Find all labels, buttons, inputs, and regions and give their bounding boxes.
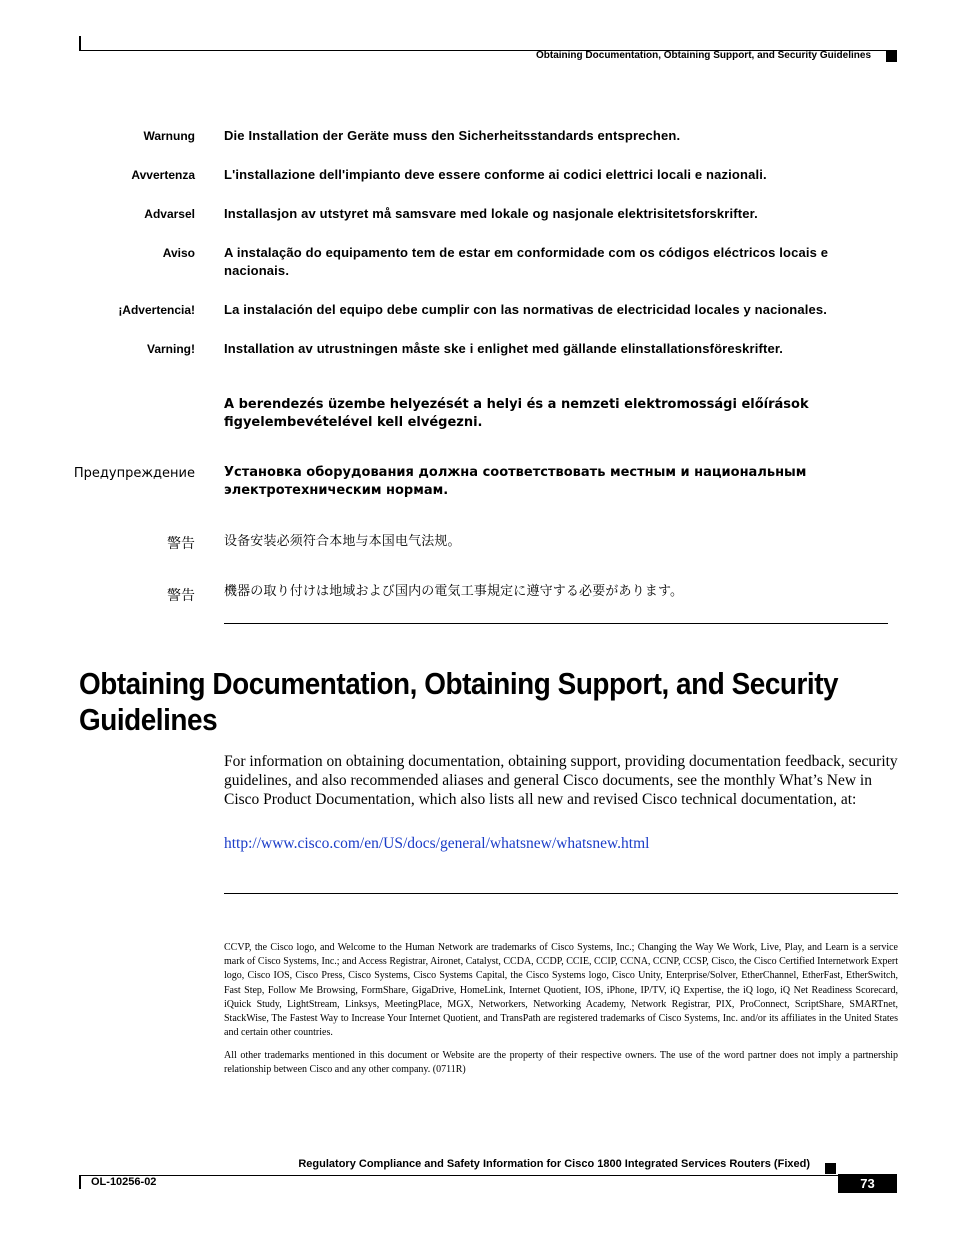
section-body: For information on obtaining documentation, obtaining support, providing documentation feedback, security guidelines, and also recommended aliases and general Cisco documents, see the monthly What’s New in Cisco Product Documentation, which also lists all new and revised Cisco technical documentation, at:	[224, 753, 898, 808]
warning-text-russian: Установка оборудования должна соответствовать местным и национальным электротехническим нормам.	[224, 465, 807, 498]
warning-end-rule	[224, 623, 888, 624]
trademark-notice: CCVP, the Cisco logo, and Welcome to the Human Network are trademarks of Cisco Systems, Inc.; Changing the Way We Work, Live, Play, and Learn is a service mark of Cisco Systems, Inc.; and Access Registrar, Aironet, Catalyst, CCDA, CCDP, CCIE, CCIP, CCNA, CCNP, CCSP, Cisco, the Cisco Certified Internetwork Expert logo, Cisco IOS, Cisco Press, Cisco Systems, Cisco Systems Capital, the Cisco Systems logo, Cisco Unity, Enterprise/Solver, EtherChannel, EtherFast, EtherSwitch, Fast Step, Follow Me Browsing, FormShare, GigaDrive, HomeLink, Internet Quotient, IOS, iPhone, IP/TV, iQ Expertise, the iQ logo, iQ Net Readiness Scorecard, iQuick Study, LightStream, Linksys, MeetingPlace, MGX, Networkers, Networking Academy, Network Registrar, PIX, ProConnect, ScriptShare, SMARTnet, StackWise, The Fastest Way to Increase Your Internet Quotient, and TransPath are registered trademarks of Cisco Systems, Inc. and/or its affiliates in the United States and certain other countries.	[224, 942, 898, 1039]
warning-label-japanese: 警告	[167, 588, 195, 604]
footer-rule-vertical	[79, 1175, 81, 1189]
warning-text-portuguese: A instalação do equipamento tem de estar em conformidade com os códigos eléctricos locais e nacionais.	[224, 245, 829, 278]
trademark-disclaimer: All other trademarks mentioned in this document or Website are the property of their respective owners. The use of the word partner does not imply a partnership relationship between Cisco and any other company. (0711R)	[224, 1050, 898, 1076]
warning-text-german: Die Installation der Geräte muss den Sicherheitsstandards entsprechen.	[224, 128, 681, 143]
warning-label-russian: Предупреждение	[73, 466, 195, 481]
warning-label-german: Warnung	[143, 129, 195, 143]
warning-text-japanese: 機器の取り付けは地域および国内の電気工事規定に遵守する必要があります。	[224, 584, 684, 599]
warning-text-italian: L'installazione dell'impianto deve essere conforme ai codici elettrici locali e nazionali.	[224, 167, 767, 182]
header-marker-box	[886, 50, 897, 62]
warning-label-portuguese: Aviso	[162, 246, 195, 260]
footer-doc-code: OL-10256-02	[91, 1176, 157, 1188]
warning-text-spanish: La instalación del equipo debe cumplir con las normativas de electricidad locales y nacionales.	[224, 302, 828, 317]
footer-book-title: Regulatory Compliance and Safety Information for Cisco 1800 Integrated Services Routers (Fixed)	[298, 1158, 810, 1170]
warning-label-chinese: 警告	[167, 536, 195, 552]
warning-text-chinese: 设备安装必须符合本地与本国电气法规。	[224, 534, 461, 549]
warning-text-hungarian: A berendezés üzembe helyezését a helyi és a nemzeti elektromossági előírások figyelembevételével kell elvégezni.	[224, 397, 809, 430]
footer-marker-box	[825, 1163, 836, 1174]
running-header-title: Obtaining Documentation, Obtaining Support, and Security Guidelines	[535, 50, 871, 61]
footer-rule	[79, 1175, 897, 1176]
trademark-rule	[224, 893, 898, 894]
whatsnew-link[interactable]: http://www.cisco.com/en/US/docs/general/whatsnew/whatsnew.html	[224, 835, 650, 852]
warning-label-italian: Avvertenza	[131, 168, 195, 182]
warning-label-norwegian: Advarsel	[144, 207, 195, 221]
warning-label-spanish: ¡Advertencia!	[118, 303, 195, 317]
section-title: Obtaining Documentation, Obtaining Support, and Security Guidelines	[79, 666, 839, 737]
warning-text-swedish: Installation av utrustningen måste ske i enlighet med gällande elinstallationsföreskrifter.	[224, 341, 784, 356]
page-number: 73	[838, 1174, 897, 1193]
header-rule-vertical	[79, 36, 81, 50]
warning-label-swedish: Varning!	[146, 342, 195, 356]
warning-text-norwegian: Installasjon av utstyret må samsvare med lokale og nasjonale elektrisitetsforskrifter.	[224, 206, 758, 221]
